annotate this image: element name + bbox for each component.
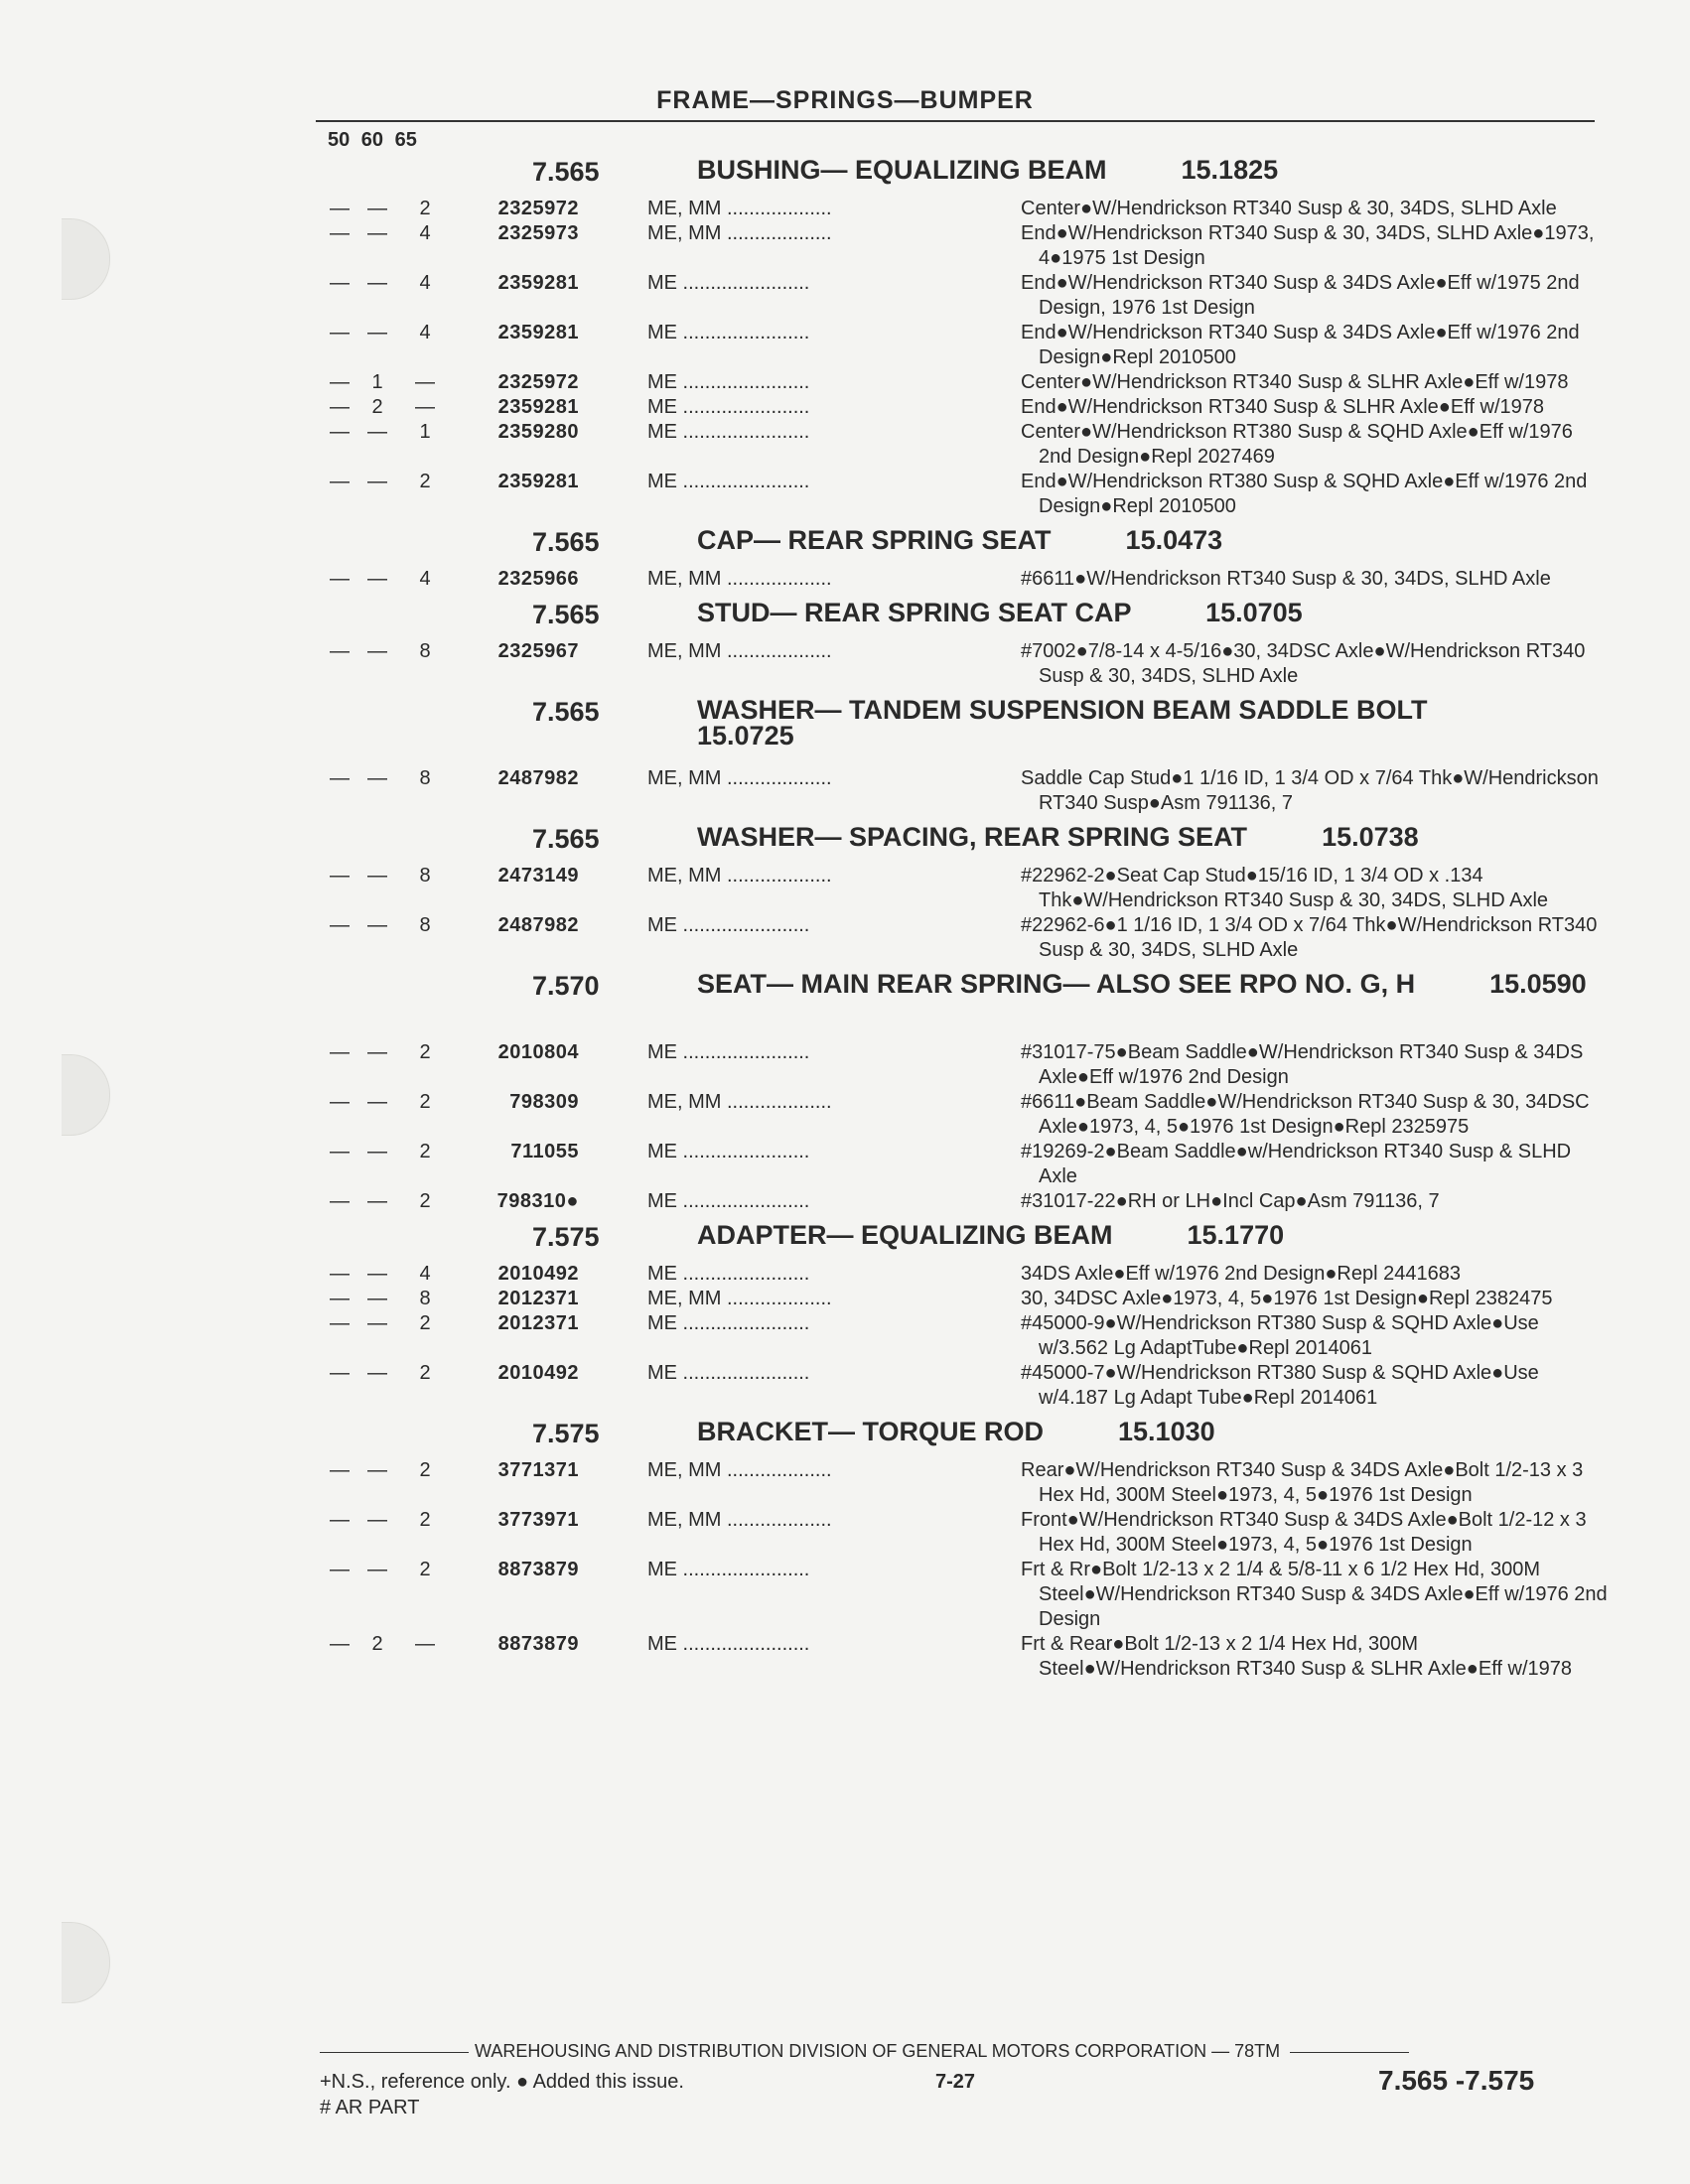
quantity-cell: 4: [419, 272, 431, 294]
part-description: #22962-2●Seat Cap Stud●15/16 ID, 1 3/4 OD x .134 Thk●W/Hendrickson RT340 Susp & 30, 34DS, SLHD Axle: [1021, 865, 1549, 911]
quantity-cell: 2: [419, 1312, 431, 1334]
quantity-cell: 2: [419, 1141, 431, 1162]
part-description: End●W/Hendrickson RT340 Susp & 34DS Axle●Eff w/1975 2nd Design, 1976 1st Design: [1021, 272, 1580, 319]
quantity-cell: 8: [419, 914, 431, 936]
model-codes: ME .......................: [647, 396, 810, 418]
part-row: [316, 470, 1602, 519]
section-title: WASHER— TANDEM SUSPENSION BEAM SADDLE BOLT 15.0725: [697, 695, 1502, 751]
part-row: [316, 913, 1602, 963]
part-row: [316, 1189, 1602, 1214]
group-number: 7.575: [532, 1419, 600, 1448]
quantity-cell: —: [367, 640, 387, 662]
part-row: [316, 766, 1602, 816]
quantity-cell: 4: [419, 222, 431, 244]
quantity-cell: —: [330, 1041, 350, 1063]
quantity-cell: —: [330, 1633, 350, 1655]
part-number: 8873879: [497, 1559, 579, 1580]
part-row: [316, 639, 1602, 689]
quantity-cell: 2: [419, 1559, 431, 1580]
quantity-cell: —: [367, 222, 387, 244]
model-codes: ME .......................: [647, 1263, 810, 1285]
model-codes: ME .......................: [647, 322, 810, 343]
quantity-cell: 4: [419, 568, 431, 590]
quantity-cell: 2: [419, 1091, 431, 1113]
quantity-cell: —: [367, 421, 387, 443]
part-number: 2359281: [497, 272, 579, 294]
part-row: [316, 864, 1602, 913]
part-number: 2012371: [497, 1288, 579, 1309]
part-number: 798309: [509, 1091, 579, 1113]
part-row: [316, 1287, 1602, 1311]
quantity-cell: 2: [419, 1459, 431, 1481]
part-number: 2010492: [497, 1263, 579, 1285]
section-heading: [316, 596, 1602, 639]
group-number: 7.575: [532, 1222, 600, 1252]
quantity-cell: 2: [371, 396, 383, 418]
quantity-cell: —: [330, 396, 350, 418]
part-number: 2473149: [497, 865, 579, 887]
quantity-cell: —: [330, 1091, 350, 1113]
quantity-cell: —: [367, 1509, 387, 1531]
quantity-cell: 8: [419, 767, 431, 789]
part-number: 2325973: [497, 222, 579, 244]
part-row: [316, 1090, 1602, 1140]
quantity-cell: —: [367, 914, 387, 936]
quantity-cell: 2: [419, 1041, 431, 1063]
part-row: [316, 1311, 1602, 1361]
part-description: Saddle Cap Stud●1 1/16 ID, 1 3/4 OD x 7/64 Thk●W/Hendrickson RT340 Susp●Asm 791136, 7: [1021, 767, 1599, 814]
part-number: 2012371: [497, 1312, 579, 1334]
model-codes: ME .......................: [647, 272, 810, 294]
part-row: [316, 197, 1602, 221]
page-header: FRAME—SPRINGS—BUMPER: [656, 86, 1034, 114]
model-codes: ME, MM ...................: [647, 865, 832, 887]
part-number: 798310●: [496, 1190, 579, 1212]
part-number: 2487982: [497, 767, 579, 789]
quantity-cell: —: [367, 322, 387, 343]
quantity-cell: —: [330, 865, 350, 887]
quantity-cell: 8: [419, 865, 431, 887]
model-codes: ME .......................: [647, 914, 810, 936]
quantity-cell: —: [367, 1288, 387, 1309]
part-description: Rear●W/Hendrickson RT340 Susp & 34DS Axle●Bolt 1/2-13 x 3 Hex Hd, 300M Steel●1973, 4, 5●1976 1st Design: [1021, 1459, 1584, 1506]
part-number: 2359281: [497, 322, 579, 343]
part-description: #31017-22●RH or LH●Incl Cap●Asm 791136, 7: [1021, 1190, 1440, 1212]
model-codes: ME .......................: [647, 1141, 810, 1162]
year-columns: 50 60 65: [328, 129, 417, 151]
section-title: WASHER— SPACING, REAR SPRING SEAT 15.0738: [697, 822, 1419, 852]
part-number: 2325967: [497, 640, 579, 662]
part-description: End●W/Hendrickson RT340 Susp & 34DS Axle●Eff w/1976 2nd Design●Repl 2010500: [1021, 322, 1580, 368]
section-title: BRACKET— TORQUE ROD 15.1030: [697, 1417, 1215, 1446]
model-codes: ME .......................: [647, 1559, 810, 1580]
quantity-cell: —: [330, 767, 350, 789]
quantity-cell: —: [367, 1263, 387, 1285]
part-description: 30, 34DSC Axle●1973, 4, 5●1976 1st Design●Repl 2382475: [1021, 1288, 1553, 1309]
model-codes: ME, MM ...................: [647, 222, 832, 244]
part-number: 2010492: [497, 1362, 579, 1384]
section-heading: [316, 153, 1602, 197]
part-row: [316, 1140, 1602, 1189]
part-description: #45000-7●W/Hendrickson RT380 Susp & SQHD Axle●Use w/4.187 Lg Adapt Tube●Repl 2014061: [1021, 1362, 1539, 1409]
quantity-cell: —: [330, 471, 350, 492]
section-title: STUD— REAR SPRING SEAT CAP 15.0705: [697, 598, 1303, 627]
part-row: [316, 271, 1602, 321]
part-description: #7002●7/8-14 x 4-5/16●30, 34DSC Axle●W/Hendrickson RT340 Susp & 30, 34DS, SLHD Axle: [1021, 640, 1586, 687]
part-number: 3773971: [497, 1509, 579, 1531]
group-range: 7.565 -7.575: [1378, 2065, 1535, 2096]
quantity-cell: —: [330, 1190, 350, 1212]
quantity-cell: —: [367, 1559, 387, 1580]
quantity-cell: —: [330, 222, 350, 244]
part-description: End●W/Hendrickson RT340 Susp & 30, 34DS, SLHD Axle●1973, 4●1975 1st Design: [1021, 222, 1595, 269]
quantity-cell: —: [367, 1141, 387, 1162]
part-row: [316, 1558, 1608, 1632]
quantity-cell: —: [367, 865, 387, 887]
quantity-cell: —: [330, 421, 350, 443]
section-heading: [316, 1218, 1602, 1262]
part-row: [316, 1508, 1602, 1558]
page-number: 7-27: [935, 2071, 976, 2093]
quantity-cell: —: [330, 371, 350, 393]
quantity-cell: 1: [371, 371, 383, 393]
part-description: Frt & Rear●Bolt 1/2-13 x 2 1/4 Hex Hd, 300M Steel●W/Hendrickson RT340 Susp & SLHR Axle●Eff w/1978: [1021, 1633, 1573, 1680]
part-number: 2325972: [497, 198, 579, 219]
quantity-cell: —: [330, 1288, 350, 1309]
section-heading: [316, 967, 1602, 1040]
model-codes: ME, MM ...................: [647, 198, 832, 219]
quantity-cell: 4: [419, 1263, 431, 1285]
model-codes: ME .......................: [647, 1041, 810, 1063]
section-heading: [316, 523, 1602, 567]
part-description: #22962-6●1 1/16 ID, 1 3/4 OD x 7/64 Thk●W/Hendrickson RT340 Susp & 30, 34DS, SLHD Axle: [1021, 914, 1598, 961]
model-codes: ME, MM ...................: [647, 640, 832, 662]
footnote-ns: +N.S., reference only. ● Added this issue.: [320, 2071, 684, 2093]
part-description: #45000-9●W/Hendrickson RT380 Susp & SQHD Axle●Use w/3.562 Lg AdaptTube●Repl 2014061: [1021, 1312, 1539, 1359]
quantity-cell: —: [367, 1041, 387, 1063]
quantity-cell: —: [330, 1362, 350, 1384]
group-number: 7.565: [532, 157, 600, 187]
quantity-cell: —: [367, 272, 387, 294]
part-number: 8873879: [497, 1633, 579, 1655]
binder-hole: [62, 1922, 110, 2003]
part-number: 2325966: [497, 568, 579, 590]
quantity-cell: —: [367, 767, 387, 789]
section-heading: [316, 1415, 1602, 1458]
group-number: 7.570: [532, 971, 600, 1001]
part-row: [316, 221, 1602, 271]
part-description: Center●W/Hendrickson RT340 Susp & SLHR Axle●Eff w/1978: [1021, 371, 1569, 393]
section-heading: [316, 693, 1602, 766]
quantity-cell: 4: [419, 322, 431, 343]
quantity-cell: —: [367, 1459, 387, 1481]
part-number: 2359280: [497, 421, 579, 443]
quantity-cell: —: [330, 914, 350, 936]
model-codes: ME, MM ...................: [647, 568, 832, 590]
part-number: 2010804: [497, 1041, 579, 1063]
model-codes: ME .......................: [647, 1362, 810, 1384]
part-description: Center●W/Hendrickson RT340 Susp & 30, 34DS, SLHD Axle: [1021, 198, 1557, 219]
quantity-cell: —: [367, 1312, 387, 1334]
model-codes: ME .......................: [647, 1312, 810, 1334]
model-codes: ME .......................: [647, 1190, 810, 1212]
part-row: [316, 1361, 1602, 1411]
part-description: 34DS Axle●Eff w/1976 2nd Design●Repl 2441683: [1021, 1263, 1461, 1285]
footer-text: WAREHOUSING AND DISTRIBUTION DIVISION OF GENERAL MOTORS CORPORATION — 78TM: [475, 2041, 1281, 2061]
part-description: Frt & Rr●Bolt 1/2-13 x 2 1/4 & 5/8-11 x 6 1/2 Hex Hd, 300M Steel●W/Hendrickson RT340 Susp & 34DS Axle●Eff w/1976 2nd Design: [1021, 1559, 1608, 1630]
model-codes: ME, MM ...................: [647, 1459, 832, 1481]
quantity-cell: —: [330, 1141, 350, 1162]
part-row: [316, 370, 1602, 395]
quantity-cell: —: [330, 1559, 350, 1580]
group-number: 7.565: [532, 600, 600, 629]
quantity-cell: 2: [419, 1509, 431, 1531]
part-description: #31017-75●Beam Saddle●W/Hendrickson RT340 Susp & 34DS Axle●Eff w/1976 2nd Design: [1021, 1041, 1584, 1088]
quantity-cell: 8: [419, 1288, 431, 1309]
binder-hole: [62, 218, 110, 300]
section-title: CAP— REAR SPRING SEAT 15.0473: [697, 525, 1223, 555]
quantity-cell: —: [330, 1312, 350, 1334]
part-number: 2487982: [497, 914, 579, 936]
section-heading: [316, 820, 1602, 864]
quantity-cell: —: [330, 640, 350, 662]
part-row: [316, 321, 1602, 370]
footnote-ar: # AR PART: [320, 2097, 420, 2118]
quantity-cell: —: [330, 1459, 350, 1481]
part-description: End●W/Hendrickson RT380 Susp & SQHD Axle●Eff w/1976 2nd Design●Repl 2010500: [1021, 471, 1588, 517]
part-description: End●W/Hendrickson RT340 Susp & SLHR Axle●Eff w/1978: [1021, 396, 1545, 418]
quantity-cell: —: [367, 198, 387, 219]
quantity-cell: —: [415, 1633, 435, 1655]
quantity-cell: —: [330, 1263, 350, 1285]
part-description: #6611●Beam Saddle●W/Hendrickson RT340 Susp & 30, 34DSC Axle●1973, 4, 5●1976 1st Design●Repl 2325975: [1021, 1091, 1590, 1138]
quantity-cell: 8: [419, 640, 431, 662]
section-title: BUSHING— EQUALIZING BEAM 15.1825: [697, 155, 1279, 185]
quantity-cell: 2: [419, 471, 431, 492]
part-number: 711055: [510, 1141, 579, 1162]
model-codes: ME .......................: [647, 1633, 810, 1655]
quantity-cell: —: [367, 1190, 387, 1212]
part-number: 2359281: [497, 396, 579, 418]
part-row: [316, 1632, 1602, 1682]
quantity-cell: 2: [419, 198, 431, 219]
model-codes: ME, MM ...................: [647, 767, 832, 789]
quantity-cell: —: [330, 272, 350, 294]
part-row: [316, 1458, 1602, 1508]
quantity-cell: 1: [419, 421, 431, 443]
quantity-cell: —: [367, 1091, 387, 1113]
parts-list: [316, 149, 1608, 1682]
quantity-cell: —: [330, 1509, 350, 1531]
footer-line: [320, 2041, 1596, 2062]
quantity-cell: —: [330, 322, 350, 343]
part-row: [316, 1262, 1602, 1287]
quantity-cell: —: [367, 471, 387, 492]
group-number: 7.565: [532, 824, 600, 854]
model-codes: ME .......................: [647, 471, 810, 492]
binder-hole: [62, 1054, 110, 1136]
quantity-cell: —: [367, 568, 387, 590]
group-number: 7.565: [532, 697, 600, 727]
part-description: #6611●W/Hendrickson RT340 Susp & 30, 34DS, SLHD Axle: [1021, 568, 1551, 590]
model-codes: ME, MM ...................: [647, 1288, 832, 1309]
model-codes: ME, MM ...................: [647, 1509, 832, 1531]
model-codes: ME .......................: [647, 371, 810, 393]
quantity-cell: —: [330, 198, 350, 219]
part-number: 2359281: [497, 471, 579, 492]
part-number: 2325972: [497, 371, 579, 393]
part-description: Front●W/Hendrickson RT340 Susp & 34DS Axle●Bolt 1/2-12 x 3 Hex Hd, 300M Steel●1973, 4, 5●1976 1st Design: [1021, 1509, 1587, 1556]
part-number: 3771371: [497, 1459, 579, 1481]
quantity-cell: —: [330, 568, 350, 590]
quantity-cell: —: [415, 371, 435, 393]
part-row: [316, 395, 1602, 420]
part-row: [316, 567, 1602, 592]
model-codes: ME, MM ...................: [647, 1091, 832, 1113]
section-title: SEAT— MAIN REAR SPRING— ALSO SEE RPO NO. G, H 15.0590: [697, 969, 1587, 999]
group-number: 7.565: [532, 527, 600, 557]
quantity-cell: 2: [371, 1633, 383, 1655]
quantity-cell: —: [415, 396, 435, 418]
quantity-cell: 2: [419, 1362, 431, 1384]
header-rule: [316, 120, 1595, 122]
part-row: [316, 420, 1602, 470]
part-description: #19269-2●Beam Saddle●w/Hendrickson RT340 Susp & SLHD Axle: [1021, 1141, 1572, 1187]
part-row: [316, 1040, 1602, 1090]
section-title: ADAPTER— EQUALIZING BEAM 15.1770: [697, 1220, 1285, 1250]
part-description: Center●W/Hendrickson RT380 Susp & SQHD Axle●Eff w/1976 2nd Design●Repl 2027469: [1021, 421, 1573, 468]
model-codes: ME .......................: [647, 421, 810, 443]
quantity-cell: 2: [419, 1190, 431, 1212]
quantity-cell: —: [367, 1362, 387, 1384]
